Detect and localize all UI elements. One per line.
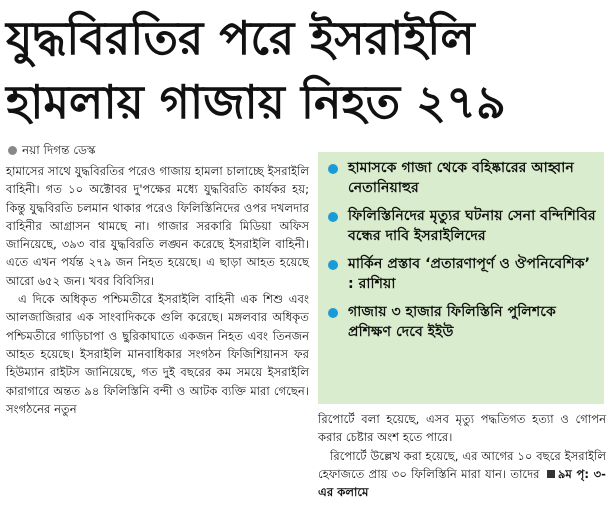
paragraph: এ দিকে অধিকৃত পশ্চিমতীরে ইসরাইলি বাহিনী এক শিশু এবং আলজাজিরার এক সাংবাদিককে গুলি করেছে। মঙ্গলবার অধিকৃত পশ্চিমতীরে গাড়িচাপা ও ছুরিকাঘাতে একজন নিহত এবং তিনজন আহত হয়েছে। ইসরাইলি মানবাধিকার সংগঠন ফিজিশিয়ানস ফর হিউম্যান রাইটস জানিয়েছে, গত দুই বছরের কম সময়ে ইসরাইলি কারাগারে অন্তত ৯৪ ফিলিস্তিনি বন্দী ও আটক ব্যক্তি মারা গেছেন। সংগঠনের নতুন bbox=[6, 292, 309, 416]
highlight-item bbox=[328, 254, 596, 294]
bullet-dot-icon bbox=[8, 146, 17, 155]
highlights-box bbox=[318, 152, 604, 404]
jump-text: ৯ম পৃ: ৩-এর কলামে bbox=[318, 466, 606, 500]
byline bbox=[8, 142, 96, 162]
paragraph bbox=[318, 447, 606, 502]
bullet-dot-icon bbox=[328, 308, 338, 318]
paragraph: হামাসের সাথে যুদ্ধবিরতির পরেও গাজায় হামলা চালাচ্ছে ইসরাইলি বাহিনী। গত ১০ অক্টোবর দু'পক্ষের মধ্যে যুদ্ধবিরতি কার্যকর হয়; কিন্তু যুদ্ধবিরতি চলমান থাকার পরেও ফিলিস্তিনিদের ওপর দখলদার বাহিনীর আগ্রাসন থামছে না। গাজার সরকারি মিডিয়া অফিস জানিয়েছে, ৩৯৩ বার যুদ্ধবিরতি লঙ্ঘন করেছে ইসরাইলি বাহিনী। এতে এখন পর্যন্ত ২৭৯ জন নিহত হয়েছে। এ ছাড়া আহত হয়েছে আরো ৬৫২ জন। খবর বিবিসির। bbox=[6, 164, 309, 288]
highlight-item bbox=[328, 158, 596, 198]
headline-line-2: হামলায় গাজায় নিহত ২৭৯ bbox=[6, 75, 506, 129]
headline-line-1: যুদ্ধবিরতির পরে ইসরাইলি bbox=[6, 11, 475, 65]
paragraph-text: রিপোর্টে উল্লেখ করা হয়েছে, এর আগের ১০ বছরে ইসরাইলি হেফাজতে প্রায় ৩০ ফিলিস্তিনি মারা যান। তাদের bbox=[318, 448, 606, 481]
bullet-dot-icon bbox=[328, 164, 338, 174]
bullet-dot-icon bbox=[328, 212, 338, 222]
highlight-text: হামাসকে গাজা থেকে বহিষ্কারের আহ্বান নেতানিয়াহুর bbox=[348, 160, 574, 196]
bullet-dot-icon bbox=[328, 260, 338, 270]
highlight-text: গাজায় ৩ হাজার ফিলিস্তিনি পুলিশকে প্রশিক্ষণ দেবে ইইউ bbox=[348, 304, 556, 340]
article-column-2 bbox=[318, 410, 606, 501]
byline-text: নয়া দিগন্ত ডেস্ক bbox=[22, 143, 96, 157]
paragraph: রিপোর্টে বলা হয়েছে, এসব মৃত্যু পদ্ধতিগত হত্যা ও গোপন করার চেষ্টার অংশ হতে পারে। bbox=[318, 412, 606, 445]
highlight-text: মার্কিন প্রস্তাব ‘প্রতারণাপূর্ণ ও ঔপনিবেশিক’ : রাশিয়া bbox=[348, 256, 591, 292]
highlight-text: ফিলিস্তিনিদের মৃত্যুর ঘটনায় সেনা বন্দিশিবির বন্ধের দাবি ইসরাইলিদের bbox=[348, 208, 596, 244]
highlight-item bbox=[328, 302, 596, 342]
article-column-1 bbox=[6, 162, 309, 418]
highlight-item bbox=[328, 206, 596, 246]
square-bullet-icon bbox=[547, 470, 555, 478]
headline bbox=[0, 0, 613, 140]
